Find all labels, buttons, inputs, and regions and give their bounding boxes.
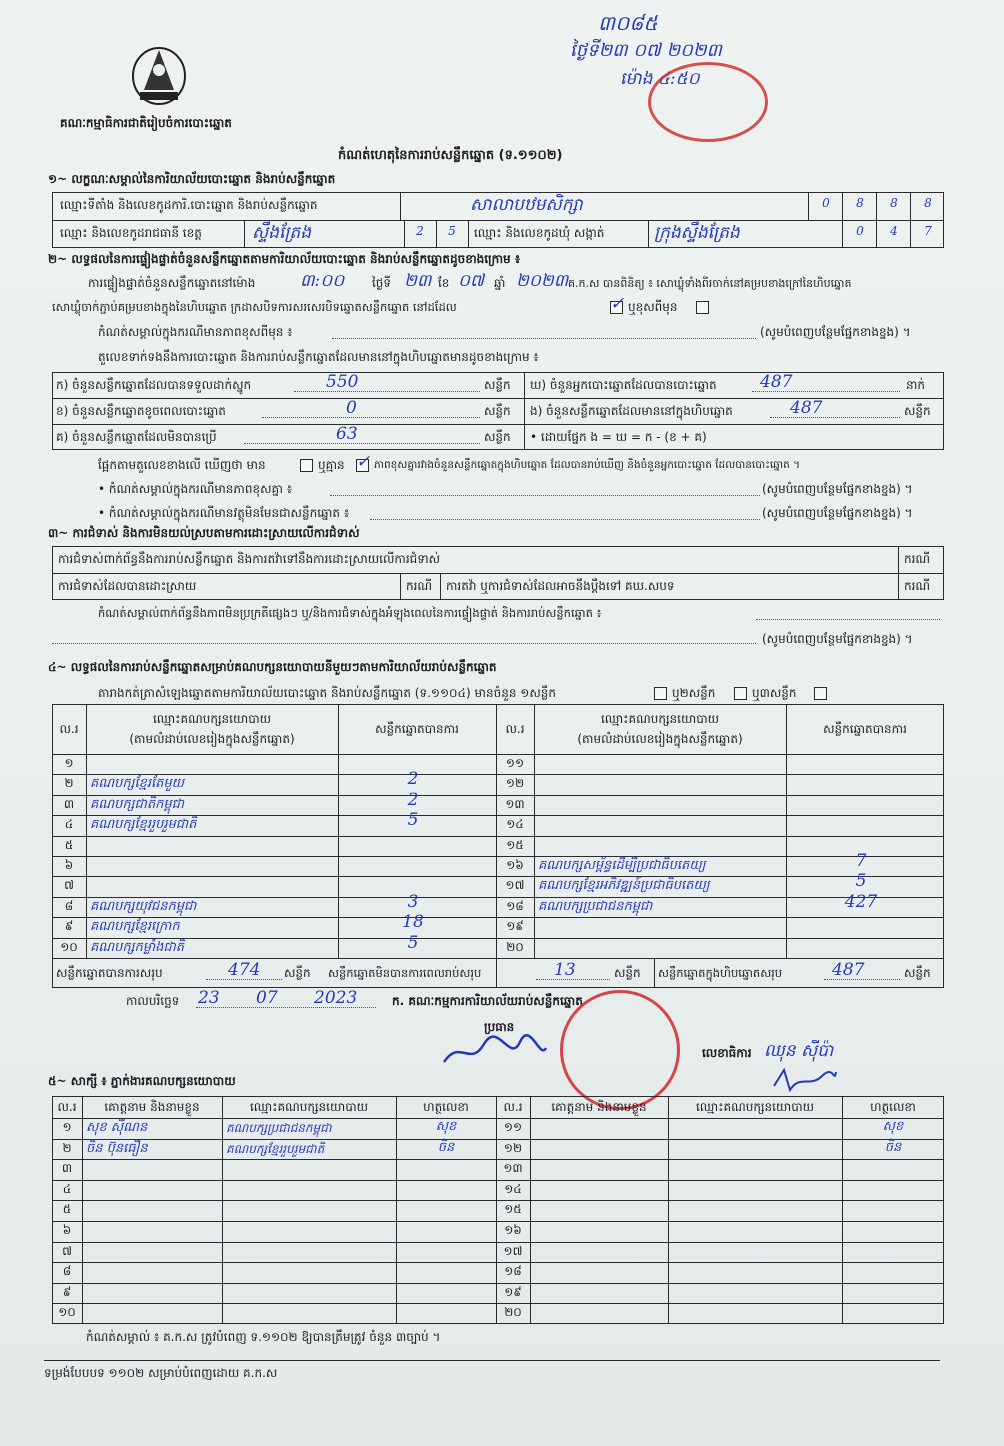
results-row-no: ៣	[63, 796, 75, 811]
witness-col-party-left: ឈ្មោះគណបក្សនយោបាយ	[249, 1100, 369, 1114]
objection-row2a-unit: ករណី	[406, 579, 433, 593]
footer-text: ទម្រង់បែបបទ ១១០២ សម្រាប់បំពេញដោយ គ.ក.ស	[44, 1366, 278, 1380]
count-a-label: ក) ចំនួនសន្លឹកឆ្នោតដែលបានទទួលដាក់ស្នូក	[56, 378, 252, 392]
results-col-party-left: ឈ្មោះគណបក្សនយោបាយ	[152, 712, 272, 726]
different-label: ឬខុសពីមុន	[628, 300, 678, 314]
count-c-value: 63	[336, 424, 358, 444]
results-row-no: ៧	[64, 878, 74, 893]
results-row-no: ២០	[506, 939, 524, 954]
results-row-no: ១៩	[506, 919, 524, 934]
witness-row-no: ១៣	[503, 1161, 523, 1176]
section4-heading: ៤~ លទ្ធផលនៃការរាប់សន្លឹកឆ្នោតសម្រាប់គណបក្សនយោបាយនីមួយៗតាមការិយាល័យរាប់សន្លឹកឆ្នោត	[48, 660, 497, 674]
witness-col-sign-right: ហត្ថលេខា	[870, 1100, 916, 1114]
results-row-party: គណបក្សខ្មែរអភិវឌ្ឍន៍ប្រជាធិបតេយ្យ	[538, 878, 710, 894]
witness-row-divider	[52, 1283, 944, 1284]
total-invalid-value: 13	[554, 960, 576, 980]
witness-row-no: ២០	[504, 1305, 522, 1320]
results-row-no: ៨	[64, 898, 74, 913]
location-code-1: 0	[822, 196, 830, 210]
commune-code-3: 7	[924, 224, 932, 238]
location-code-2: 8	[856, 196, 864, 210]
results-row-votes: 18	[402, 912, 424, 933]
objection-row2b: ការតវ៉ា ឬការជំទាស់ដែលអាចនឹងប្ដឹងទៅ គឃ.សបទ	[446, 579, 675, 593]
results-row-no: ១៨	[506, 898, 524, 913]
results-row-no: ១៣	[505, 796, 525, 811]
witness-row-divider	[52, 1139, 944, 1140]
count-b-unit: សន្លឹក	[484, 404, 511, 418]
witness-col-party-right: ឈ្មោះគណបក្សនយោបាយ	[695, 1100, 815, 1114]
witness-row-sign: ចិន	[437, 1139, 455, 1155]
diff-line-a: ផ្អែកតាមតួលេខខាងលើ ឃើញថា មាន	[98, 458, 266, 472]
tally-3-label: ឬ៣សន្លឹក	[752, 686, 797, 700]
verify-month: ០៧	[458, 271, 484, 291]
total-box-label: សន្លឹកឆ្នោតក្នុងហិបឆ្នោតសរុប	[658, 966, 783, 980]
count-e-value: 487	[790, 398, 823, 418]
official-stamp	[560, 990, 680, 1110]
witness-col-name-left: គោត្តនាម និងនាមខ្លួន	[104, 1100, 200, 1114]
verify-line1-a: ការផ្ទៀងផ្ទាត់ចំនួនសន្លឹកឆ្នោតនៅម៉ោង	[88, 276, 256, 290]
diff-line-c: ភាពខុសគ្នារវាងចំនួនសន្លឹកឆ្នោតក្នុងហិបឆ្នោត ដែលបានរាប់ឃើញ និងចំនួនអ្នកបោះឆ្នោត ដែលបានបោះឆ្នោត ។	[374, 459, 801, 471]
results-row-no: ១	[64, 756, 74, 770]
org-name: គណៈកម្មាធិការជាតិរៀបចំការបោះឆ្នោត	[60, 116, 232, 130]
results-row-no: ១៦	[506, 858, 524, 872]
difference-note-label: កំណត់សម្គាល់ក្នុងករណីមានភាពខុសពីមុន ៖	[98, 325, 293, 339]
no-diff-checkbox-mark: ✓	[356, 452, 371, 472]
verify-line1-e: គ.ក.ស បានពិនិត្យ ៖ សោឃ្លុំទាំងពីរចាក់នៅគម្របខាងក្រៅនៃហិបឆ្នោត	[568, 277, 852, 290]
count-b-value: 0	[346, 398, 357, 418]
witness-row-divider	[52, 1303, 944, 1304]
president-label: ប្រធាន	[484, 1020, 515, 1034]
witness-col-sign-left: ហត្ថលេខា	[423, 1100, 469, 1114]
count-b-label: ខ) ចំនួនសន្លឹកឆ្នោតខូចពេលបោះឆ្នោត	[56, 404, 226, 418]
witness-row-no: ៥	[62, 1202, 72, 1217]
total-invalid-unit: សន្លឹក	[614, 966, 641, 980]
witness-row-sign: ចិន	[884, 1139, 902, 1155]
count-c-label: គ) ចំនួនសន្លឹកឆ្នោតដែលមិនបានប្រើ	[56, 430, 217, 444]
witness-row-no: ១៤	[504, 1181, 522, 1196]
date-day: 23	[198, 988, 220, 1008]
witness-row-divider	[52, 1200, 944, 1201]
witness-row-divider	[52, 1262, 944, 1263]
objection-row2b-unit: ករណី	[904, 579, 931, 593]
results-row-no: ១៥	[506, 837, 524, 852]
witness-row-no: ៤	[62, 1181, 72, 1196]
witness-row-divider	[52, 1180, 944, 1181]
objection-row2a: ការជំទាស់ដែលបានដោះស្រាយ	[58, 579, 197, 593]
total-box-unit: សន្លឹក	[904, 966, 931, 980]
section2-heading: ២~ លទ្ធផលនៃការផ្ទៀងផ្ទាត់ចំនួនសន្លឹកឆ្នោតតាមការិយាល័យបោះឆ្នោត និងរាប់សន្លឹកឆ្នោតដូចខាងក្រោម ៖	[48, 252, 521, 266]
total-invalid-label: សន្លឹកឆ្នោតមិនបានការពេលរាប់សរុប	[328, 966, 482, 980]
location-value: សាលាបឋមសិក្សា	[470, 195, 583, 215]
province-label: ឈ្មោះ និងលេខកូដរាជធានី ខេត្ត	[60, 226, 202, 240]
results-row-votes: 5	[407, 810, 419, 831]
section5-heading: ៥~ សាក្សី ៖ ភ្នាក់ងារគណបក្សនយោបាយ	[48, 1074, 236, 1088]
tally-sheet-count: តារាងកត់ត្រាសំឡេងឆ្នោតតាមការិយាល័យបោះឆ្នោត និងរាប់សន្លឹកឆ្នោត (ទ.១១០៤) មានចំនួន ១សន្លឹក	[98, 686, 556, 700]
results-row-no: ១០	[60, 939, 78, 954]
bullet-object-fill: (សូមបំពេញបន្ថែមផ្នែកខាងខ្នង) ។	[762, 506, 913, 520]
verify-line1-d: ឆ្នាំ	[494, 276, 506, 290]
witness-row-no: ១២	[503, 1140, 523, 1155]
secretary-signature	[770, 1066, 840, 1094]
objection-row1-unit: ករណី	[904, 552, 931, 566]
results-row-no: ២	[64, 776, 74, 791]
total-valid-value: 474	[228, 960, 261, 980]
witness-row-no: ៧	[62, 1243, 72, 1258]
results-row-votes: 7	[855, 851, 867, 871]
committee-label: ក. គណៈកម្មការការិយាល័យរាប់សន្លឹកឆ្នោត	[392, 994, 583, 1008]
count-a-value: 550	[326, 372, 359, 392]
witness-row-no: ៩	[62, 1284, 72, 1299]
witness-row-name: ចិន ប៊ុនធឿន	[86, 1140, 148, 1156]
president-signature	[440, 1034, 550, 1070]
results-row-party: គណបក្សជាតិកម្ពុជា	[90, 796, 185, 812]
handwritten-ref-number: ៣០៨៥	[598, 11, 658, 35]
commune-value: ក្រុងស្ទឹងត្រែង	[654, 223, 740, 243]
section1-heading: ១~ លក្ខណៈសម្គាល់នៃការិយាល័យបោះឆ្នោត និងរាប់សន្លឹកឆ្នោត	[48, 172, 336, 186]
verify-time: ៣:០០	[300, 271, 345, 291]
count-d-label: ឃ) ចំនួនអ្នកបោះឆ្នោតដែលបានបោះឆ្នោត	[530, 378, 717, 392]
handwritten-ref-date: ថ្ងៃទី២៣ ០៧ ២០២៣	[570, 40, 722, 61]
has-diff-checkbox[interactable]	[300, 459, 313, 472]
results-row-no: ១២	[505, 776, 525, 791]
results-row-votes: 3	[407, 891, 419, 912]
results-col-votes-left: សន្លឹកឆ្នោតបានការ	[375, 722, 459, 736]
results-row-party: គណបក្សកម្លាំងជាតិ	[90, 939, 185, 955]
location-code-3: 8	[890, 196, 898, 210]
location-label: ឈ្មោះទីតាំង និងលេខកូដការិ.បោះឆ្នោត និងរាប់សន្លឹកឆ្នោត	[60, 198, 318, 212]
bullet-diff-note: • កំណត់សម្គាល់ក្នុងករណីមានភាពខុសគ្នា ៖	[98, 482, 293, 496]
nec-logo	[130, 40, 188, 108]
count-formula: • ដោយផ្នែក ង = ឃ = ក - (ខ + គ)	[530, 430, 707, 444]
witness-row-no: ១១	[503, 1120, 523, 1134]
results-row-party: គណបក្សខ្មែរក្រោក	[90, 919, 180, 935]
results-col-party2-left: (តាមលំដាប់លេខរៀងក្នុងសន្លឹកឆ្នោត)	[129, 732, 295, 746]
results-row-divider	[52, 774, 944, 775]
tally-2-label: ឬ២សន្លឹក	[672, 686, 716, 700]
tally-1-sheet-checkbox[interactable]	[654, 687, 667, 700]
results-row-divider	[52, 938, 944, 939]
witness-row-no: ១៧	[503, 1243, 523, 1258]
results-row-party: គណបក្សសម្ព័ន្ធដើម្បីប្រជាធិបតេយ្យ	[538, 858, 706, 873]
date-month: 07	[256, 988, 278, 1008]
section3-heading: ៣~ ការជំទាស់ និងការមិនយល់ស្របតាមការដោះស្រាយលើការជំទាស់	[48, 526, 360, 540]
same-checkbox-mark: ✓	[610, 294, 625, 314]
results-row-no: ៩	[64, 919, 74, 934]
tally-2-sheet-checkbox[interactable]	[734, 687, 747, 700]
results-row-divider	[52, 836, 944, 837]
results-row-party: គណបក្សយុវជនកម្ពុជា	[90, 898, 197, 914]
received-stamp	[648, 62, 768, 142]
form-title: កំណត់ហេតុនៃការរាប់សន្លឹកឆ្នោត (ទ.១១០២)	[338, 148, 563, 163]
verify-year: ២០២៣	[516, 271, 569, 291]
witness-row-no: ១៨	[504, 1264, 522, 1279]
difference-note-line	[332, 338, 756, 339]
verify-line1-c: ខែ	[438, 276, 450, 290]
date-year: 2023	[314, 988, 358, 1008]
results-row-party: គណបក្សខ្មែរតែមួយ	[90, 776, 185, 792]
witness-row-sign: សុខ	[882, 1119, 904, 1134]
witness-row-no: ៣	[61, 1161, 73, 1176]
count-e-label: ង) ចំនួនសន្លឹកឆ្នោតដែលមាននៅក្នុងហិបឆ្នោត	[530, 404, 733, 418]
results-row-no: ៤	[64, 817, 74, 832]
verify-line2: សោឃ្លុំចាក់ភ្ជាប់គម្របខាងក្នុងនៃហិបឆ្នោត ក្រដាសបិទការសរសេរបិទឆ្នោតសន្លឹកឆ្នោត នៅដដែល	[52, 300, 457, 314]
results-row-votes: 5	[407, 932, 419, 953]
results-row-votes: 2	[407, 769, 419, 790]
results-col-party-right: ឈ្មោះគណបក្សនយោបាយ	[600, 712, 720, 726]
objection-row1: ការជំទាស់ពាក់ព័ន្ធនឹងការរាប់សន្លឹកឆ្នោត និងការតវ៉ាទៅនឹងការដោះស្រាយលើការជំទាស់	[58, 552, 441, 566]
witness-col-name-right: គោត្តនាម និងនាមខ្លួន	[551, 1100, 647, 1114]
results-row-votes: 427	[844, 891, 878, 912]
handwritten-ref-time: ម៉ោង ៤:៥០	[620, 69, 700, 89]
results-row-party: គណបក្សខ្មែររួបរួមជាតិ	[90, 817, 197, 833]
secretary-label: លេខាធិការ	[702, 1046, 752, 1060]
province-code-2: 5	[448, 224, 456, 238]
results-row-no: ៦	[64, 858, 74, 872]
commune-label: ឈ្មោះ និងលេខកូដឃុំ សង្កាត់	[474, 226, 605, 240]
witness-row-no: ១	[62, 1120, 72, 1134]
province-value: ស្ទឹងត្រែង	[252, 223, 312, 243]
count-d-unit: នាក់	[906, 378, 926, 392]
tally-3-sheet-checkbox[interactable]	[814, 687, 827, 700]
results-row-no: ១៤	[506, 817, 524, 832]
bullet-object-note: • កំណត់សម្គាល់ក្នុងករណីមានវត្ថុមិនមែនជាសន្លឹកឆ្នោត ៖	[98, 506, 350, 520]
results-col-party2-right: (តាមលំដាប់លេខរៀងក្នុងសន្លឹកឆ្នោត)	[577, 732, 743, 746]
witness-row-party: គណបក្សខ្មែររួបរួមជាតិ	[226, 1141, 325, 1156]
commune-code-1: 0	[856, 224, 864, 238]
date-label: កាលបរិច្ឆេទ	[126, 994, 180, 1008]
location-code-4: 8	[924, 196, 932, 210]
witness-row-no: ៨	[62, 1264, 72, 1279]
diff-line-b: ឬគ្មាន	[318, 458, 345, 472]
bullet-diff-fill: (សូមបំពេញបន្ថែមផ្នែកខាងខ្នង) ។	[762, 482, 913, 496]
witness-row-party: គណបក្សប្រជាជនកម្ពុជា	[226, 1121, 332, 1135]
count-a-unit: សន្លឹក	[484, 378, 511, 392]
results-row-no: ៥	[64, 837, 74, 852]
count-c-unit: សន្លឹក	[484, 430, 511, 444]
results-row-divider	[52, 917, 944, 918]
witness-row-divider	[52, 1221, 944, 1222]
remark: កំណត់សម្គាល់ ៖ គ.ក.ស ត្រូវបំពេញ ទ.១១០២ ឱ្យបានត្រឹមត្រូវ ចំនួន ៣ច្បាប់ ។	[86, 1330, 441, 1344]
witness-row-no: ១៥	[504, 1202, 522, 1217]
different-checkbox[interactable]	[696, 301, 709, 314]
witness-row-no: ១៩	[504, 1284, 522, 1299]
figures-intro: តួលេខទាក់ទងនឹងការបោះឆ្នោត និងការរាប់សន្លឹកឆ្នោតដែលមាននៅក្នុងហិបឆ្នោតមានដូចខាងក្រោម ៖	[98, 350, 539, 364]
witness-row-divider	[52, 1242, 944, 1243]
results-row-votes: 2	[407, 789, 419, 810]
witness-row-divider	[52, 1159, 944, 1160]
results-row-no: ១១	[505, 756, 525, 770]
count-e-unit: សន្លឹក	[904, 404, 931, 418]
witness-row-no: ៦	[62, 1223, 72, 1237]
count-d-value: 487	[760, 372, 793, 392]
results-col-no-left: ល.រ	[59, 722, 79, 736]
results-col-votes-right: សន្លឹកឆ្នោតបានការ	[823, 722, 907, 736]
results-row-votes: 5	[855, 871, 867, 892]
witness-row-no: ១០	[58, 1305, 76, 1320]
results-col-no-right: ល.រ	[505, 722, 525, 736]
total-valid-unit: សន្លឹក	[284, 966, 311, 980]
witness-row-name: សុខ ស៊ីណន	[86, 1120, 148, 1135]
total-valid-label: សន្លឹកឆ្នោតបានការសរុប	[56, 966, 163, 980]
difference-note-fill: (សូមបំពេញបន្ថែមផ្នែកខាងខ្នង) ។	[760, 325, 911, 339]
commune-code-2: 4	[890, 224, 898, 238]
verify-line1-b: ថ្ងៃទី	[372, 276, 392, 290]
results-row-party: គណបក្សប្រជាជនកម្ពុជា	[538, 898, 653, 914]
results-row-no: ១៧	[505, 878, 525, 893]
province-code-1: 2	[416, 224, 424, 238]
irregularity-note: កំណត់សម្គាល់ពាក់ព័ន្ធនឹងភាពមិនប្រក្រតីផ្សេងៗ ឬ/និងការជំទាស់ក្នុងអំឡុងពេលនៃការផ្ទៀងផ្ទាត់ និងការរាប់សន្លឹកឆ្នោត ៖	[98, 606, 602, 620]
witness-row-no: ២	[62, 1140, 72, 1155]
witness-col-no-right: ល.រ	[503, 1100, 523, 1114]
witness-row-sign: សុខ	[435, 1119, 457, 1134]
secretary-name: ឈុន ស៊ីប៉ា	[764, 1041, 834, 1061]
witness-row-no: ១៦	[504, 1223, 522, 1237]
verify-day: ២៣	[404, 271, 432, 291]
witness-col-no-left: ល.រ	[57, 1100, 77, 1114]
results-row-divider	[52, 795, 944, 796]
irregularity-fill: (សូមបំពេញបន្ថែមផ្នែកខាងខ្នង) ។	[762, 632, 913, 646]
footer-divider	[44, 1360, 940, 1361]
total-box-value: 487	[832, 960, 865, 980]
